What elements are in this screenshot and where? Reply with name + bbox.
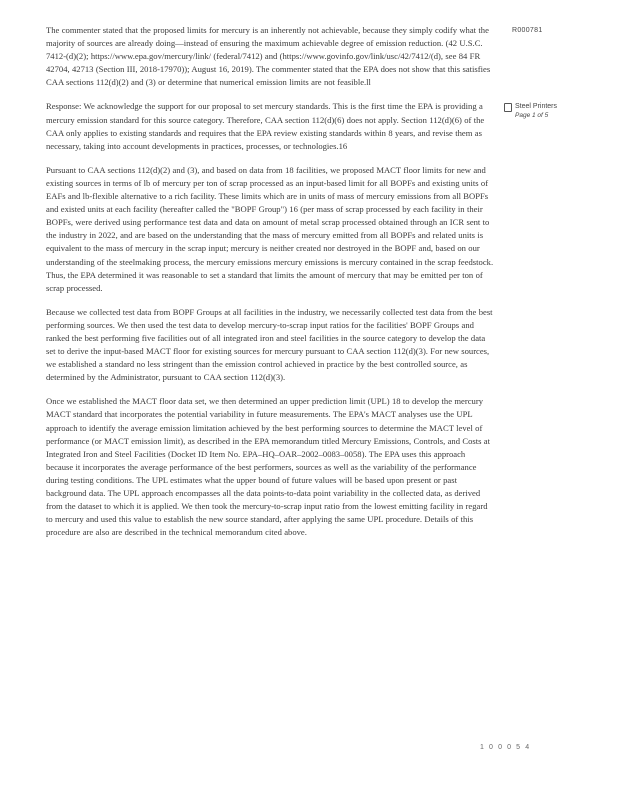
page-footer-marker: 1 0 0 0 5 4 xyxy=(480,744,531,751)
main-text-column xyxy=(46,24,494,550)
response-paragraph: Response: We acknowledge the support for our proposal to set mercury standards. This is the first time the EPA is providing a mercury emission standard for this source category. Therefore, CAA section 112(d)(6) does not apply. Section 112(d)(6) of the CAA only applies to existing standards and requires that the EPA review existing standards within 8 years, and revise them as necessary, taking into account developments in practices, processes, or technologies.16 xyxy=(46,101,485,151)
document-id-label: R000781 xyxy=(512,27,543,34)
floor-paragraph: Pursuant to CAA sections 112(d)(2) and (3), and based on data from 18 facilities, we proposed MACT floor limits for new and existing sources in terms of lb of mercury per ton of scrap processed as an input-based limit for all BOPFs and existing units of EAFs and lb-flexible alternative to a rich facility. These limits which are in units of mass of mercury emissions from all BOPFs and existed units at each facility (hereafter called the "BOPF Group") 16 (per mass of scrap processed by each facility in their BOPFs, were derived using performance test data and data on amount of metal scrap processed obtained through an ICR sent to the industry in 2022, and are based on the understanding that the mass of mercury emitted from all BOPFs and related units is equivalent to the mass of mercury in the scrap input; mercury is neither created nor destroyed in the BOPF and, based on our understanding of the steelmaking process, the mercury emissions mercury emissions is mercury contained in the scrap feedstock. Thus, the EPA determined it was reasonable to set a standard that limits the amount of mercury that may be emitted per ton of scrap processed. xyxy=(46,164,494,293)
comment-paragraph: The commenter stated that the proposed limits for mercury is an inherently not achievable, because they simply codify what the majority of sources are already doing—instead of ensuring the maximum achievable degree of emission reduction. (42 U.S.C. 7412-(d)(2); https://www.epa.gov/mercury/link/ (federal/7412) and (https://www.govinfo.gov/link/usc/42/7412/(d), see 84 FR 42704, 42713 (Section III, 2018-17970)); August 16, 2019). The commenter stated that the EPA does not show that this satisfies CAA sections 112(d)(2) and (3) or determine that numerical emission limits are not feasible.ll xyxy=(46,25,491,88)
upl-paragraph: Once we established the MACT floor data set, we then determined an upper prediction limit (UPL) 18 to develop the mercury MACT standard that incorporates the potential variability in future measurements. The EPA's MACT analyses use the UPL approach to identify the average emission limitation achieved by the best performing sources to determine the MACT level of performance (or MACT emission limit), as described in the EPA memorandum titled Mercury Emissions, Controls, and Costs at Integrated Iron and Steel Facilities (Docket ID Item No. EPA–HQ–OAR–2002–0083–0058). The EPA uses this approach because it incorporates the average performance of the best performers, sources as well as the variability of the performance during testing conditions. The UPL estimates what the upper bound of future values will be based upon present or past background data. The UPL approach encompasses all the data points-to-data point variability in the collected data, as derived from the dataset to which it is applied. We then took the mercury-to-scrap input ratio from the lowest emitting facility in regard to mercury and used this value to establish the new source standard, after applying the same UPL procedure. Details of this procedure are also are described in the technical memorandum cited above. xyxy=(46,396,491,538)
file-subtitle: Page 1 of 5 xyxy=(515,112,549,119)
attached-file-link[interactable] xyxy=(504,102,574,120)
document-icon xyxy=(504,103,512,112)
file-title: Steel Printers xyxy=(515,103,558,110)
test-data-paragraph: Because we collected test data from BOPF Groups at all facilities in the industry, we necessarily collected test data from the best performing sources. We then used the test data to develop mercury-to-scrap input ratios for the facilities' BOPF Groups and ranked the best performing five facilities out of all integrated iron and steel facilities in the source category to develop the data set to derive the input-based MACT floor for existing sources for mercury pursuant to CAA section 112(d)(3). For new sources, we established a standard no less stringent than the emission control achieved in practice by the best controlled source, as determined by the Administrator, pursuant to CAA section 112(d)(3). xyxy=(46,306,493,383)
